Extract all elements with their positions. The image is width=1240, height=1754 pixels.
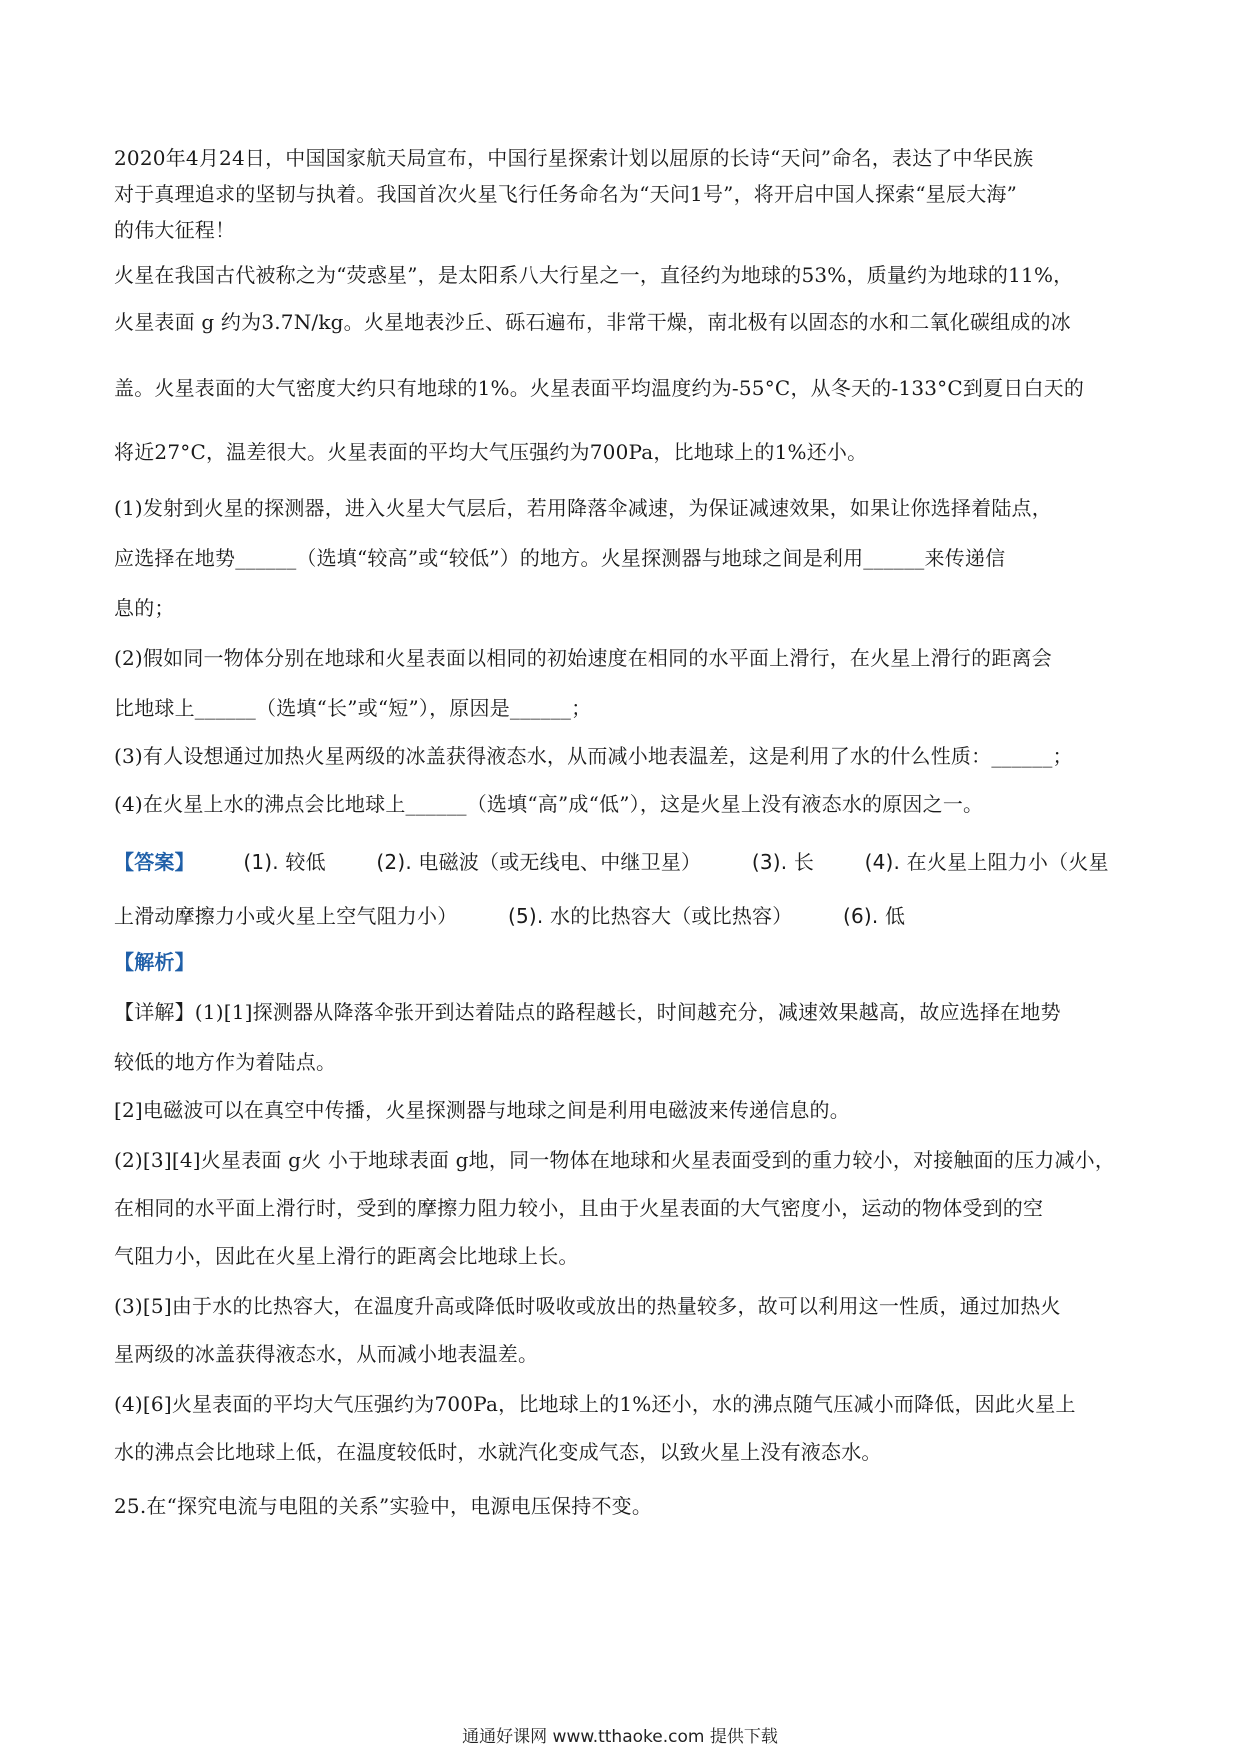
intro-line: 将近27°C，温差很大。火星表面的平均大气压强约为700Pa，比地球上的1%还小。 xyxy=(114,440,868,464)
analysis-line: 较低的地方作为着陆点。 xyxy=(114,1050,337,1074)
answer-line-1 xyxy=(114,848,1134,876)
intro-line: 火星在我国古代被称之为“荧惑星”，是太阳系八大行星之一，直径约为地球的53%，质量约为地球的11%， xyxy=(114,263,1074,287)
question-line: (3)有人设想通过加热火星两级的冰盖获得液态水，从而减小地表温差，这是利用了水的什么性质：______； xyxy=(114,744,1073,768)
analysis-line: 星两级的冰盖获得液态水，从而减小地表温差。 xyxy=(114,1342,539,1366)
answer-item: (4). 在火星上阻力小（火星 xyxy=(864,850,1109,874)
analysis-heading xyxy=(114,948,1134,976)
analysis-tag: 【解析】 xyxy=(114,950,195,974)
intro-line: 的伟大征程！ xyxy=(114,218,236,242)
next-question: 25.在“探究电流与电阻的关系”实验中，电源电压保持不变。 xyxy=(114,1494,653,1518)
question-line: (4)在火星上水的沸点会比地球上______（选填“高”成“低”），这是火星上没有液态水的原因之一。 xyxy=(114,792,984,816)
intro-line: 2020年4月24日，中国国家航天局宣布，中国行星探索计划以屈原的长诗“天问”命名，表达了中华民族 xyxy=(114,146,1034,170)
analysis-line: [2]电磁波可以在真空中传播，火星探测器与地球之间是利用电磁波来传递信息的。 xyxy=(114,1098,850,1122)
question-line: (1)发射到火星的探测器，进入火星大气层后，若用降落伞减速，为保证减速效果，如果让你选择着陆点， xyxy=(114,496,1052,520)
analysis-line: (3)[5]由于水的比热容大，在温度升高或降低时吸收或放出的热量较多，故可以利用这一性质，通过加热火 xyxy=(114,1294,1061,1318)
question-line: 息的； xyxy=(114,596,175,620)
answer-item: (5). 水的比热容大（或比热容） xyxy=(507,904,793,928)
answer-continued-text: 上滑动摩擦力小或火星上空气阻力小） xyxy=(114,904,458,928)
analysis-line: 气阻力小，因此在火星上滑行的距离会比地球上长。 xyxy=(114,1244,579,1268)
answer-item: (3). 长 xyxy=(751,850,815,874)
question-line: 应选择在地势______（选填“较高”或“较低”）的地方。火星探测器与地球之间是利用______来传递信 xyxy=(114,546,1006,570)
analysis-line: 水的沸点会比地球上低，在温度较低时，水就汽化变成气态，以致火星上没有液态水。 xyxy=(114,1440,882,1464)
analysis-line: (2)[3][4]火星表面 g火 小于地球表面 g地，同一物体在地球和火星表面受到的重力较小，对接触面的压力减小， xyxy=(114,1148,1116,1172)
answer-tag: 【答案】 xyxy=(114,850,195,874)
analysis-line: (4)[6]火星表面的平均大气压强约为700Pa，比地球上的1%还小，水的沸点随气压减小而降低，因此火星上 xyxy=(114,1392,1076,1416)
answer-line-2 xyxy=(114,902,1134,930)
footer-credit: 通通好课网 www.tthaoke.com 提供下载 xyxy=(462,1727,778,1747)
question-line: (2)假如同一物体分别在地球和火星表面以相同的初始速度在相同的水平面上滑行，在火星上滑行的距离会 xyxy=(114,646,1052,670)
question-line: 比地球上______（选填“长”或“短”），原因是______； xyxy=(114,696,592,720)
intro-line: 对于真理追求的坚韧与执着。我国首次火星飞行任务命名为“天问1号”，将开启中国人探索“星辰大海” xyxy=(114,182,1018,206)
analysis-line: 在相同的水平面上滑行时，受到的摩擦力阻力较小，且由于火星表面的大气密度小，运动的物体受到的空 xyxy=(114,1196,1044,1220)
analysis-line: 【详解】(1)[1]探测器从降落伞张开到达着陆点的路程越长，时间越充分，减速效果越高，故应选择在地势 xyxy=(114,1000,1061,1024)
answer-item: (1). 较低 xyxy=(243,850,326,874)
intro-line: 火星表面 g 约为3.7N/kg。火星地表沙丘、砾石遍布，非常干燥，南北极有以固态的水和二氧化碳组成的冰 xyxy=(114,310,1071,334)
answer-item: (2). 电磁波（或无线电、中继卫星） xyxy=(376,850,702,874)
intro-line: 盖。火星表面的大气密度大约只有地球的1%。火星表面平均温度约为-55°C，从冬天的-133°C到夏日白天的 xyxy=(114,376,1085,400)
answer-item: (6). 低 xyxy=(842,904,906,928)
